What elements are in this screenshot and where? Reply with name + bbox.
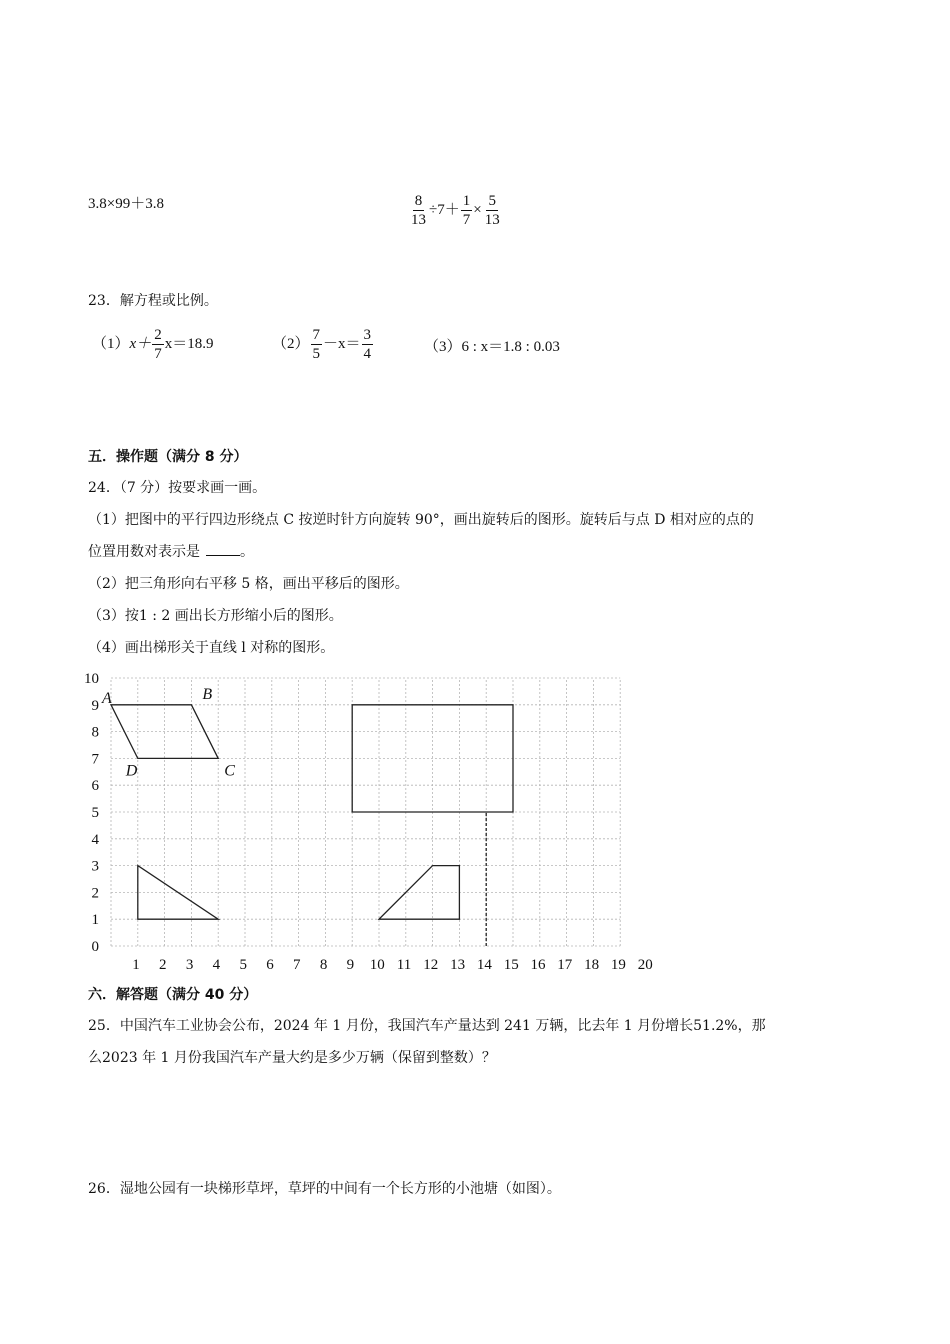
- section-5-heading: 五．操作题（满分 8 分）: [88, 449, 248, 465]
- point-label-d: D: [125, 762, 138, 780]
- x-tick-label: 8: [319, 957, 328, 973]
- triangle: [138, 866, 218, 920]
- q24-item4: （4）画出梯形关于直线 l 对称的图形。: [88, 640, 335, 656]
- fraction: $\frac{3}{4}$: [363, 327, 372, 362]
- q23-part1: （1）x＋ $\frac{2}{7}$ x＝18.9: [92, 327, 214, 362]
- q24-item1-line2: 位置用数对表示是 。: [88, 544, 254, 560]
- fraction: $\frac{7}{5}$: [312, 327, 321, 362]
- fraction: $\frac{2}{7}$: [154, 327, 162, 362]
- x-tick-label: 6: [266, 957, 274, 973]
- fraction: $\frac{8}{13}$: [411, 193, 426, 228]
- y-tick-label: 8: [91, 724, 99, 741]
- x-tick-label: 18: [584, 957, 600, 973]
- x-tick-label: 9: [346, 957, 355, 973]
- y-tick-label: 2: [91, 885, 99, 902]
- y-tick-label: 9: [91, 697, 99, 714]
- y-tick-label: 1: [91, 912, 99, 929]
- x-tick-label: 5: [239, 957, 247, 973]
- q25-line1: 25．中国汽车工业协会公布，2024 年 1 月份，我国汽车产量达到 241 万辆，比去年 1 月份增长51.2%，那: [88, 1018, 766, 1034]
- calc-expression-1: 3.8×99＋3.8: [88, 196, 164, 212]
- x-tick-label: 12: [423, 957, 439, 973]
- x-tick-label: 19: [610, 957, 626, 973]
- q24-title: 24．（7 分）按要求画一画。: [88, 480, 267, 496]
- grid-shapes: [111, 705, 513, 946]
- coordinate-grid: [80, 668, 680, 978]
- point-label-a: A: [102, 689, 112, 707]
- answer-blank[interactable]: [206, 543, 240, 556]
- x-tick-label: 10: [369, 957, 385, 973]
- x-tick-label: 16: [530, 957, 546, 973]
- y-tick-label: 10: [84, 671, 99, 687]
- fraction: $\frac{5}{13}$: [484, 193, 500, 228]
- fraction: $\frac{1}{7}$: [462, 193, 471, 228]
- q24-item1-line1: （1）把图中的平行四边形绕点 C 按逆时针方向旋转 90°，画出旋转后的图形。旋转后与点 D 相对应的点的: [88, 512, 754, 528]
- x-tick-label: 17: [557, 957, 573, 973]
- point-label-c: C: [224, 762, 235, 780]
- x-tick-label: 3: [185, 957, 194, 973]
- q23-part2: （2） $\frac{7}{5}$ －x＝ $\frac{3}{4}$: [272, 327, 372, 362]
- y-tick-label: 6: [91, 778, 99, 795]
- x-tick-label: 20: [637, 957, 653, 973]
- q24-item3: （3）按1 : 2 画出长方形缩小后的图形。: [88, 608, 343, 624]
- section-6-heading: 六．解答题（满分 40 分）: [88, 987, 258, 1003]
- x-tick-label: 13: [450, 957, 466, 973]
- q26-line1: 26．湿地公园有一块梯形草坪，草坪的中间有一个长方形的小池塘（如图）。: [88, 1181, 561, 1197]
- y-tick-label: 0: [91, 939, 99, 955]
- y-tick-label: 7: [91, 751, 99, 768]
- q24-item2: （2）把三角形向右平移 5 格，画出平移后的图形。: [88, 576, 409, 592]
- x-tick-label: 4: [212, 957, 221, 973]
- y-tick-label: 5: [91, 805, 99, 821]
- point-label-b: B: [202, 685, 213, 703]
- point-labels: [101, 686, 235, 780]
- calc-expression-2: $\frac{8}{13}$ ÷7＋ $\frac{1}{7}$ × $\frac{5}{13}$: [411, 193, 500, 228]
- x-tick-label: 14: [476, 957, 492, 973]
- x-tick-label: 1: [132, 957, 140, 973]
- x-tick-label: 11: [396, 957, 412, 973]
- x-axis-tick-labels: [132, 957, 652, 973]
- q23-part3: （3）6 : x＝1.8 : 0.03: [424, 339, 560, 355]
- y-axis-tick-labels: [84, 671, 100, 955]
- q25-line2: 么2023 年 1 月份我国汽车产量大约是多少万辆（保留到整数）？: [88, 1050, 496, 1066]
- x-tick-label: 2: [159, 957, 167, 973]
- q23-title: 23．解方程或比例。: [88, 293, 218, 309]
- y-tick-label: 3: [91, 858, 99, 875]
- y-tick-label: 4: [91, 831, 99, 848]
- x-tick-label: 7: [293, 957, 301, 973]
- x-tick-label: 15: [503, 957, 519, 973]
